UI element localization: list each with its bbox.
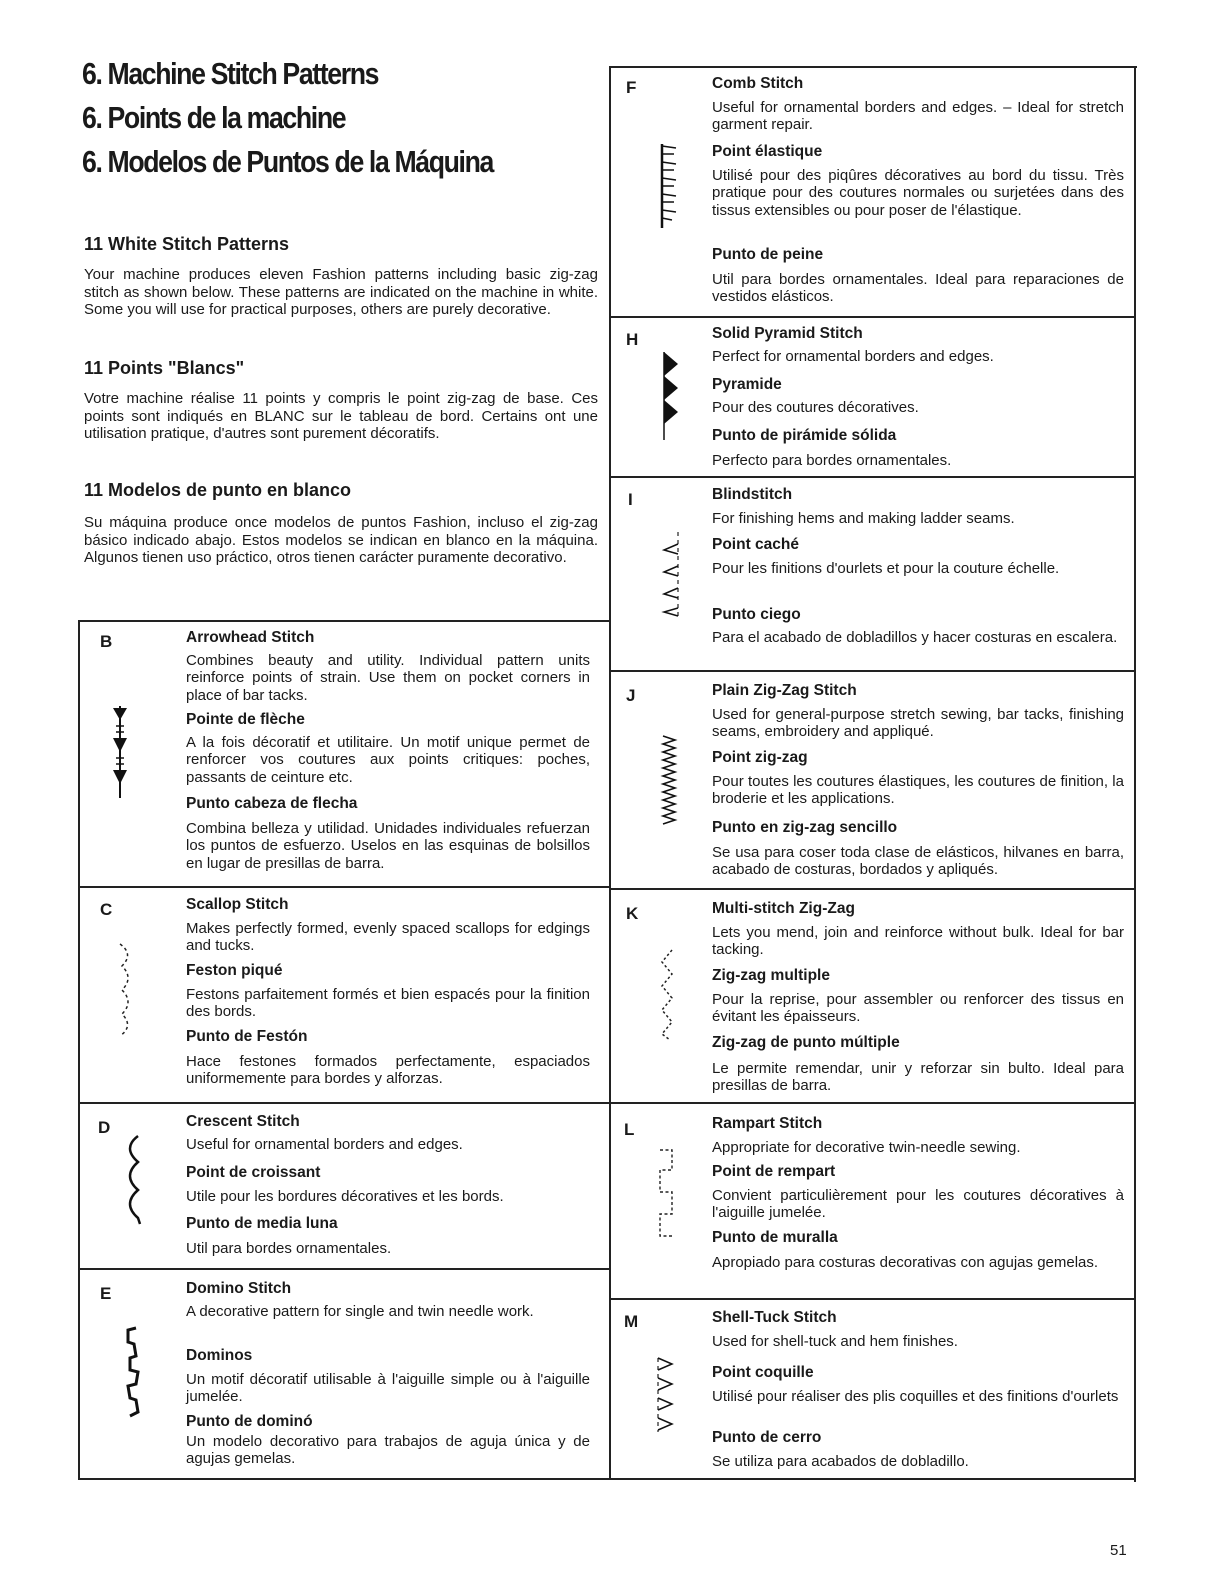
stitch-fr-desc: Pour la reprise, pour assembler ou renforcer des tissus en évitant les épaisseurs. <box>712 991 1124 1026</box>
stitch-en-title: Shell-Tuck Stitch <box>712 1309 837 1326</box>
stitch-es-desc: Para el acabado de dobladillos y hacer costuras en escalera. <box>712 629 1118 646</box>
stitch-es-title: Zig-zag de punto múltiple <box>712 1034 900 1051</box>
stitch-en-title: Domino Stitch <box>186 1280 292 1297</box>
stitch-en-desc: Makes perfectly formed, evenly spaced scallops for edgings and tucks. <box>186 920 590 955</box>
stitch-es-desc: Util para bordes ornamentales. <box>186 1240 392 1257</box>
stitch-en-desc: A decorative pattern for single and twin needle work. <box>186 1303 534 1320</box>
stitch-fr-desc: Pour toutes les coutures élastiques, les coutures de finition, la broderie et les applications. <box>712 773 1124 808</box>
stitch-en-desc: For finishing hems and making ladder seams. <box>712 510 1015 527</box>
intro-text-en: Your machine produces eleven Fashion patterns including basic zig-zag stitch as shown below. These patterns are indicated on the machine in white. Some you will use for practical purposes, others are purely decorative. <box>84 266 598 319</box>
stitch-letter: B <box>100 632 113 651</box>
row-rule-bc <box>78 886 611 888</box>
stitch-en-desc: Useful for ornamental borders and edges. <box>186 1136 463 1153</box>
row-rule-lm <box>609 1298 1136 1300</box>
stitch-es-desc: Combina belleza y utilidad. Unidades individuales refuerzan los puntos de esfuerzo. Uselos en las esquinas de bolsillos en lugar de presillas de barra. <box>186 820 590 872</box>
stitch-fr-title: Point zig-zag <box>712 749 808 766</box>
stitch-letter: K <box>626 904 639 923</box>
row-rule-kl <box>609 1102 1136 1104</box>
stitch-fr-title: Pointe de flèche <box>186 711 305 728</box>
title-es: 6. Modelos de Puntos de la Máquina <box>82 144 493 179</box>
stitch-letter: C <box>100 900 113 919</box>
stitch-es-title: Punto de media luna <box>186 1215 338 1232</box>
left-table-outer-rule <box>78 620 80 1480</box>
stitch-letter: E <box>100 1284 112 1303</box>
stitch-en-title: Crescent Stitch <box>186 1113 300 1130</box>
intro-heading-es: 11 Modelos de punto en blanco <box>84 480 352 500</box>
multi-zigzag-icon <box>656 948 680 1042</box>
stitch-fr-desc: Pour des coutures décoratives. <box>712 399 919 416</box>
title-fr: 6. Points de la machine <box>82 100 346 135</box>
crescent-stitch-icon <box>120 1134 144 1226</box>
stitch-letter: D <box>98 1118 111 1137</box>
left-table-top-rule <box>78 620 611 622</box>
stitch-fr-title: Point de croissant <box>186 1164 321 1181</box>
stitch-en-title: Rampart Stitch <box>712 1115 823 1132</box>
stitch-es-title: Punto en zig-zag sencillo <box>712 819 898 836</box>
stitch-es-desc: Apropiado para costuras decorativas con agujas gemelas. <box>712 1254 1099 1271</box>
intro-text-es: Su máquina produce once modelos de puntos Fashion, incluso el zig-zag básico indicado abajo. Estos modelos se indican en blanco en la máquina. Algunos tienen uso práctico, otros tienen carácter puramente decorativo. <box>84 514 598 567</box>
row-rule-hi <box>609 476 1136 478</box>
stitch-en-desc: Combines beauty and utility. Individual pattern units reinforce points of strain. Use them on pocket corners in place of bar tacks. <box>186 652 590 704</box>
row-rule-jk <box>609 888 1136 890</box>
stitch-en-title: Multi-stitch Zig-Zag <box>712 900 855 917</box>
stitch-fr-desc: Utilisé pour des piqûres décoratives au bord du tissu. Très pratique pour des coutures normales ou surjetées dans des tissus extensibles ou pour poser de l'élastique. <box>712 167 1124 219</box>
stitch-es-desc: Perfecto para bordes ornamentales. <box>712 452 952 469</box>
domino-stitch-icon <box>122 1326 146 1420</box>
stitch-es-desc: Se usa para coser toda clase de elásticos, hilvanes en barra, acabado de costuras, bordados y apliqués. <box>712 844 1124 879</box>
stitch-en-title: Comb Stitch <box>712 75 804 92</box>
right-table-outer-rule <box>1134 66 1136 1482</box>
left-table-bottom-rule <box>78 1478 611 1480</box>
stitch-letter: F <box>626 78 637 97</box>
stitch-fr-desc: A la fois décoratif et utilitaire. Un motif unique permet de renforcer vos coutures aux points critiques: poches, passants de ceinture etc. <box>186 734 590 786</box>
stitch-es-title: Punto de pirámide sólida <box>712 427 897 444</box>
stitch-es-title: Punto de Festón <box>186 1028 308 1045</box>
stitch-en-desc: Used for general-purpose stretch sewing, bar tacks, finishing seams, embroidery and appliqué. <box>712 706 1124 741</box>
row-rule-fh <box>609 316 1136 318</box>
stitch-fr-desc: Convient particulièrement pour les coutures décoratives à l'aiguille jumelée. <box>712 1187 1124 1222</box>
stitch-es-desc: Se utiliza para acabados de dobladillo. <box>712 1453 969 1470</box>
stitch-en-desc: Used for shell-tuck and hem finishes. <box>712 1333 958 1350</box>
page-number: 51 <box>1110 1542 1127 1559</box>
stitch-fr-desc: Utile pour les bordures décoratives et les bords. <box>186 1188 504 1205</box>
stitch-en-desc: Perfect for ornamental borders and edges. <box>712 348 994 365</box>
stitch-letter: M <box>624 1312 639 1331</box>
stitch-es-title: Punto de dominó <box>186 1413 313 1430</box>
title-en: 6. Machine Stitch Patterns <box>82 56 379 91</box>
shell-tuck-stitch-icon <box>654 1356 676 1434</box>
stitch-en-title: Plain Zig-Zag Stitch <box>712 682 857 699</box>
stitch-fr-title: Point caché <box>712 536 799 553</box>
stitch-es-desc: Hace festones formados perfectamente, espaciados uniformemente para bordes y alforzas. <box>186 1053 590 1088</box>
stitch-fr-title: Point de rempart <box>712 1163 836 1180</box>
stitch-letter: I <box>628 490 633 509</box>
stitch-fr-title: Pyramide <box>712 376 782 393</box>
stitch-letter: H <box>626 330 639 349</box>
rampart-stitch-icon <box>654 1148 678 1244</box>
stitch-es-desc: Le permite remendar, unir y reforzar sin bulto. Ideal para presillas de barra. <box>712 1060 1124 1095</box>
stitch-en-title: Arrowhead Stitch <box>186 629 315 646</box>
stitch-letter: J <box>626 686 636 705</box>
blindstitch-icon <box>660 530 682 618</box>
zigzag-stitch-icon <box>660 734 678 826</box>
stitch-es-title: Punto ciego <box>712 606 801 623</box>
intro-heading-fr: 11 Points "Blancs" <box>84 358 245 378</box>
stitch-fr-title: Zig-zag multiple <box>712 967 830 984</box>
pyramid-stitch-icon <box>660 350 684 442</box>
stitch-fr-desc: Un motif décoratif utilisable à l'aiguille simple ou à l'aiguille jumelée. <box>186 1371 590 1406</box>
stitch-es-title: Punto de peine <box>712 246 824 263</box>
stitch-en-title: Scallop Stitch <box>186 896 289 913</box>
stitch-es-desc: Un modelo decorativo para trabajos de aguja única y de agujas gemelas. <box>186 1433 590 1468</box>
stitch-fr-title: Dominos <box>186 1347 253 1364</box>
stitch-en-desc: Useful for ornamental borders and edges. – Ideal for stretch garment repair. <box>712 99 1124 134</box>
stitch-fr-desc: Pour les finitions d'ourlets et pour la couture échelle. <box>712 560 1060 577</box>
row-rule-ij <box>609 670 1136 672</box>
stitch-en-desc: Appropriate for decorative twin-needle sewing. <box>712 1139 1021 1156</box>
stitch-en-desc: Lets you mend, join and reinforce without bulk. Ideal for bar tacking. <box>712 924 1124 959</box>
stitch-en-title: Blindstitch <box>712 486 793 503</box>
row-rule-cd <box>78 1102 611 1104</box>
arrowhead-stitch-icon <box>110 704 130 800</box>
stitch-letter: L <box>624 1120 635 1139</box>
stitch-fr-desc: Utilisé pour réaliser des plis coquilles et des finitions d'ourlets <box>712 1388 1119 1405</box>
stitch-es-title: Punto de muralla <box>712 1229 838 1246</box>
stitch-en-title: Solid Pyramid Stitch <box>712 325 863 342</box>
row-rule-de <box>78 1268 611 1270</box>
scallop-stitch-icon <box>114 942 138 1038</box>
right-table-bottom-rule <box>609 1478 1136 1480</box>
stitch-fr-title: Point coquille <box>712 1364 814 1381</box>
stitch-es-title: Punto cabeza de flecha <box>186 795 358 812</box>
stitch-fr-title: Point élastique <box>712 143 823 160</box>
intro-heading-en: 11 White Stitch Patterns <box>84 234 290 254</box>
right-table-top-rule <box>609 66 1137 68</box>
comb-stitch-icon <box>654 142 680 230</box>
stitch-es-title: Punto de cerro <box>712 1429 822 1446</box>
stitch-fr-title: Feston piqué <box>186 962 283 979</box>
stitch-fr-desc: Festons parfaitement formés et bien espacés pour la finition des bords. <box>186 986 590 1021</box>
stitch-es-desc: Util para bordes ornamentales. Ideal para reparaciones de vestidos elásticos. <box>712 271 1124 306</box>
intro-text-fr: Votre machine réalise 11 points y compris le point zig-zag de base. Ces points sont indiqués en BLANC sur le tableau de bord. Certains ont une utilisation pratique, d'autres sont purement décoratifs. <box>84 390 598 443</box>
